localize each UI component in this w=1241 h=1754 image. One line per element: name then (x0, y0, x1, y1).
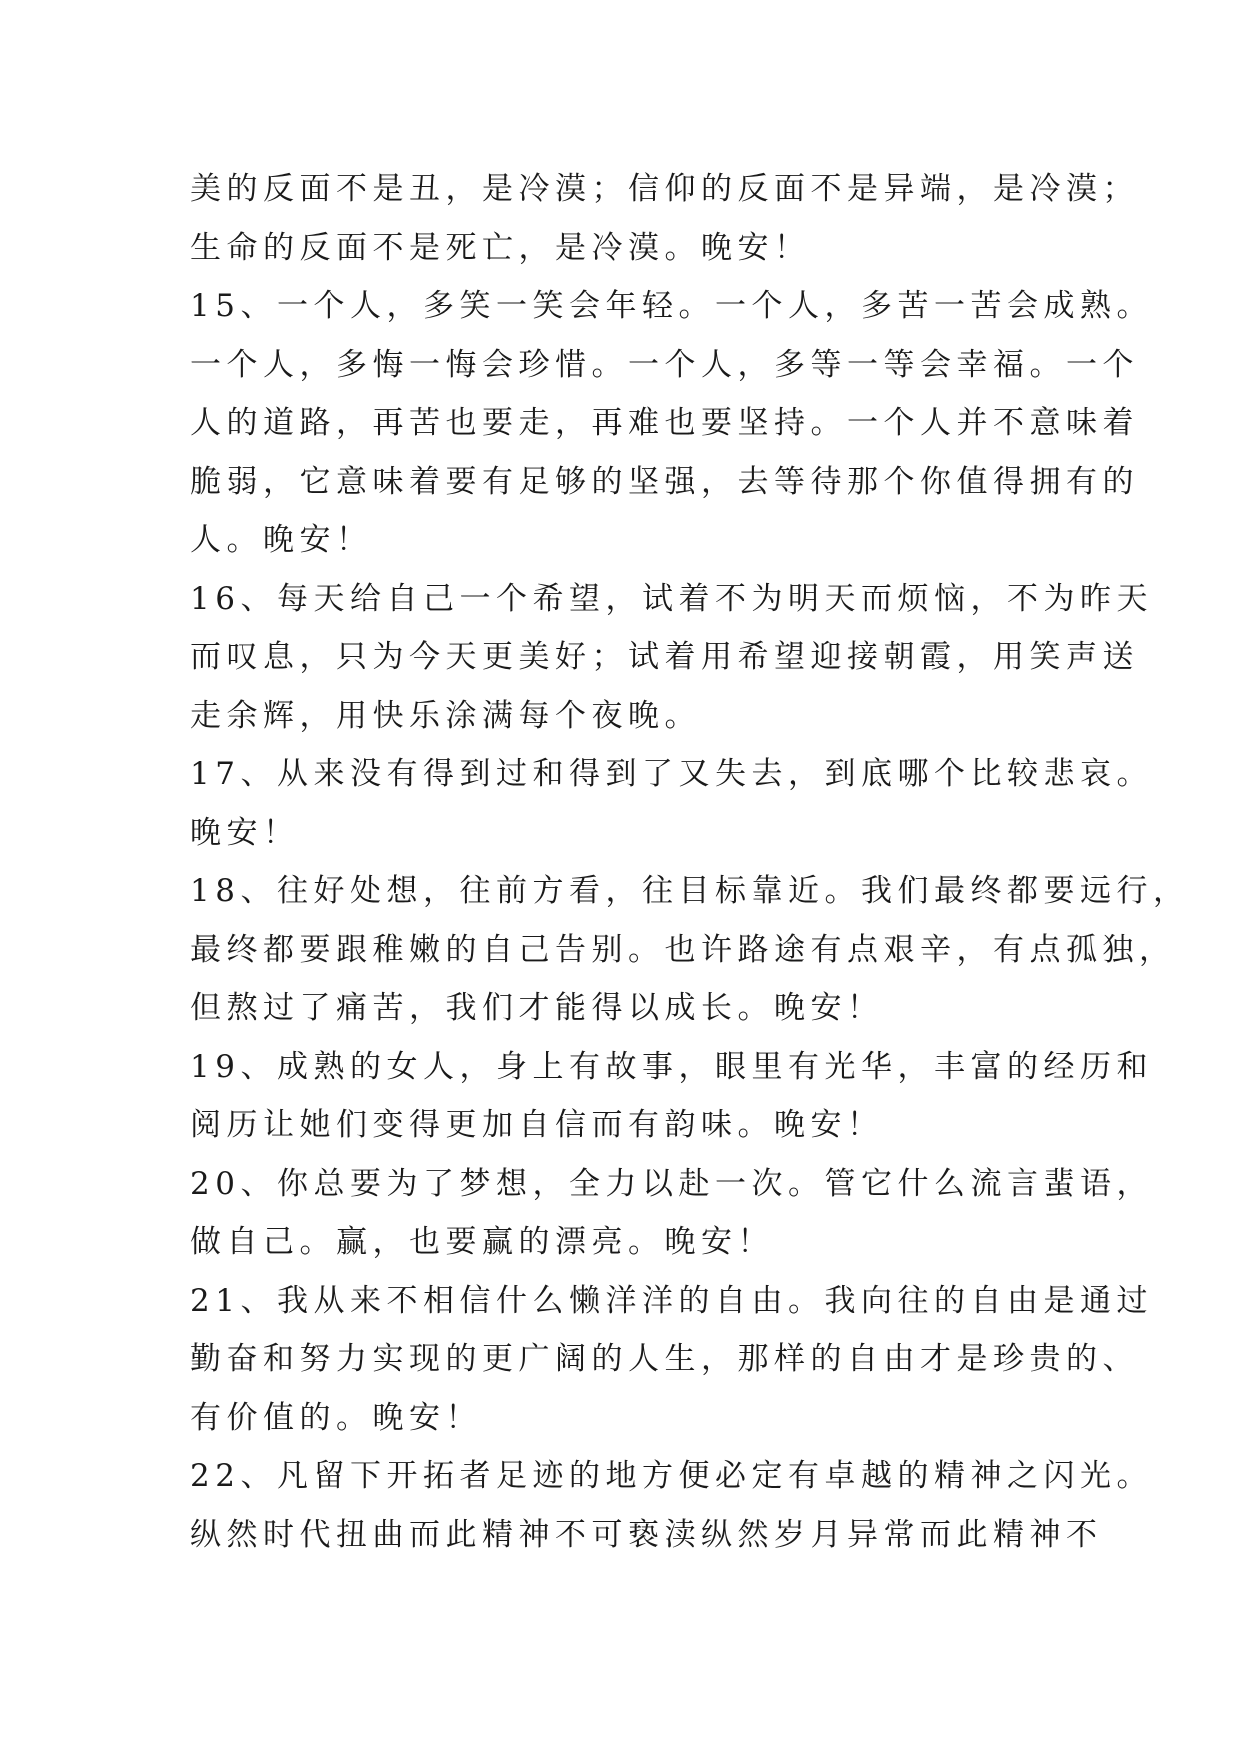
text-line: 脆弱，它意味着要有足够的坚强，去等待那个你值得拥有的 (190, 463, 1139, 500)
text-line: 勤奋和努力实现的更广阔的人生，那样的自由才是珍贵的、 (190, 1341, 1139, 1377)
text-line: 晚安！ (190, 814, 300, 851)
text-line: 人的道路，再苦也要走，再难也要坚持。一个人并不意味着 (190, 405, 1139, 441)
text-line: 17、从来没有得到过和得到了又失去，到底哪个比较悲哀。 (190, 756, 1153, 792)
document-body (190, 160, 1190, 1564)
text-line: 21、我从来不相信什么懒洋洋的自由。我向往的自由是通过 (190, 1282, 1153, 1319)
text-line: 15、一个人，多笑一笑会年轻。一个人，多苦一苦会成熟。 (190, 288, 1153, 324)
text-line: 18、往好处想，往前方看，往目标靠近。我们最终都要远行， (190, 873, 1190, 909)
text-line: 做自己。赢，也要赢的漂亮。晚安！ (190, 1224, 774, 1260)
text-line: 最终都要跟稚嫩的自己告别。也许路途有点艰辛，有点孤独， (190, 931, 1176, 968)
text-line: 生命的反面不是死亡，是冷漠。晚安！ (190, 229, 811, 266)
text-line: 阅历让她们变得更加自信而有韵味。晚安！ (190, 1107, 884, 1143)
text-line: 但熬过了痛苦，我们才能得以成长。晚安！ (190, 990, 884, 1026)
text-line: 20、你总要为了梦想，全力以赴一次。管它什么流言蜚语， (190, 1165, 1153, 1202)
text-line: 一个人，多悔一悔会珍惜。一个人，多等一等会幸福。一个 (190, 346, 1139, 383)
text-line: 纵然时代扭曲而此精神不可亵渎纵然岁月异常而此精神不 (190, 1516, 1103, 1553)
text-line: 19、成熟的女人，身上有故事，眼里有光华，丰富的经历和 (190, 1048, 1153, 1085)
text-line: 22、凡留下开拓者足迹的地方便必定有卓越的精神之闪光。 (190, 1458, 1153, 1494)
text-line: 16、每天给自己一个希望，试着不为明天而烦恼，不为昨天 (190, 580, 1153, 617)
text-line: 美的反面不是丑，是冷漠；信仰的反面不是异端，是冷漠； (190, 171, 1139, 207)
text-line: 走余辉，用快乐涂满每个夜晚。 (190, 697, 701, 734)
text-line: 而叹息，只为今天更美好；试着用希望迎接朝霞，用笑声送 (190, 639, 1139, 675)
text-line: 有价值的。晚安！ (190, 1399, 482, 1436)
text-line: 人。晚安！ (190, 522, 373, 558)
